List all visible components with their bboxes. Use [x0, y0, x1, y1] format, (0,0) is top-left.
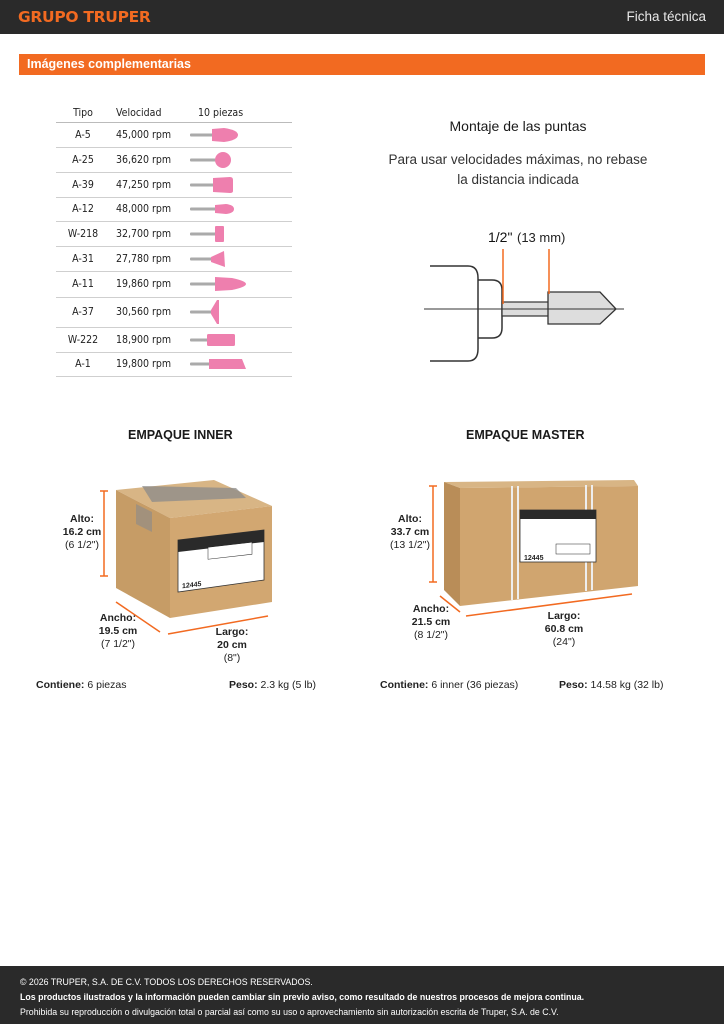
cell-velocidad: 36,620 rpm	[106, 147, 190, 172]
inner-peso-value: 2.3 kg (5 lb)	[260, 679, 316, 691]
point-a39-icon	[190, 174, 290, 196]
col-header-piezas: 10 piezas	[190, 104, 292, 122]
table-row	[56, 327, 292, 352]
point-a11-icon	[190, 273, 290, 295]
master-box-code: 12445	[524, 555, 544, 562]
inner-box-code: 12445	[182, 581, 202, 591]
master-largo-in: (24")	[552, 636, 576, 648]
footer-notice: Los productos ilustrados y la información pueden cambiar sin previo aviso, como resultado de nuestros procesos de mejora continua.	[20, 992, 585, 1002]
master-alto-cm: 33.7 cm	[390, 526, 430, 538]
point-w222-icon	[190, 329, 290, 351]
master-peso	[559, 679, 663, 691]
cell-velocidad: 48,000 rpm	[106, 197, 190, 221]
footer-copyright: © 2026 TRUPER, S.A. DE C.V. TODOS LOS DERECHOS RESERVADOS.	[20, 977, 313, 987]
montaje-line-2: la distancia indicada	[457, 172, 579, 187]
table-row	[56, 221, 292, 246]
cell-velocidad: 18,900 rpm	[106, 327, 190, 352]
inner-contiene	[36, 679, 126, 691]
table-row	[56, 172, 292, 197]
inner-ancho-label	[92, 612, 144, 651]
master-contiene-value: 6 inner (36 piezas)	[431, 679, 519, 691]
inner-alto-label	[58, 513, 106, 552]
master-ancho-label	[404, 603, 458, 642]
cell-tipo: W-218	[56, 221, 106, 246]
master-alto-title: Alto:	[398, 513, 422, 525]
inner-largo-in: (8")	[223, 652, 241, 664]
inner-title: EMPAQUE INNER	[128, 428, 233, 442]
inner-alto-in: (6 1/2")	[64, 539, 100, 551]
master-ancho-in: (8 1/2")	[413, 629, 449, 641]
master-alto-in: (13 1/2")	[390, 539, 430, 551]
section-title: Imágenes complementarias	[27, 57, 191, 71]
inner-peso	[229, 679, 316, 691]
inner-contiene-label: Contiene:	[36, 679, 85, 691]
cell-tipo: A-31	[56, 246, 106, 271]
footer	[0, 966, 724, 1024]
point-a1-icon	[190, 353, 290, 375]
cell-velocidad: 19,800 rpm	[106, 352, 190, 376]
point-a31-icon	[190, 248, 290, 270]
distance-main-label: 1/2"	[488, 229, 513, 245]
master-contiene	[380, 679, 518, 691]
cell-velocidad: 47,250 rpm	[106, 172, 190, 197]
cell-velocidad: 45,000 rpm	[106, 122, 190, 147]
cell-velocidad: 32,700 rpm	[106, 221, 190, 246]
inner-largo-cm: 20 cm	[217, 639, 247, 651]
master-title: EMPAQUE MASTER	[466, 428, 585, 442]
master-box-image	[426, 472, 638, 624]
inner-alto-title: Alto:	[70, 513, 94, 525]
master-contiene-label: Contiene:	[380, 679, 429, 691]
inner-largo-title: Largo:	[215, 626, 249, 638]
cell-tipo: A-1	[56, 352, 106, 376]
montaje-title: Montaje de las puntas	[449, 118, 587, 134]
table-row	[56, 271, 292, 297]
cell-tipo: W-222	[56, 327, 106, 352]
table-row	[56, 246, 292, 271]
master-largo-cm: 60.8 cm	[544, 623, 584, 635]
point-a5-icon	[190, 124, 290, 146]
col-header-velocidad: Velocidad	[106, 104, 190, 122]
section-band	[19, 54, 705, 75]
col-header-tipo: Tipo	[56, 104, 106, 122]
cell-tipo: A-5	[56, 122, 106, 147]
cell-tipo: A-25	[56, 147, 106, 172]
points-table	[56, 104, 292, 377]
montaje-line-1: Para usar velocidades máximas, no rebase	[388, 152, 648, 167]
brand-logo: GRUPO TRUPER	[18, 8, 151, 26]
mounting-diagram	[424, 222, 634, 367]
master-ancho-cm: 21.5 cm	[411, 616, 451, 628]
master-largo-title: Largo:	[547, 610, 581, 622]
inner-ancho-cm: 19.5 cm	[98, 625, 138, 637]
inner-ancho-title: Ancho:	[99, 612, 137, 624]
cell-tipo: A-11	[56, 271, 106, 297]
point-w218-icon	[190, 223, 290, 245]
inner-largo-label	[206, 626, 258, 665]
inner-ancho-in: (7 1/2")	[100, 638, 136, 650]
master-alto-label	[386, 513, 434, 552]
document-type: Ficha técnica	[626, 9, 706, 24]
master-largo-label	[536, 610, 592, 649]
master-ancho-title: Ancho:	[412, 603, 450, 615]
table-row	[56, 197, 292, 221]
cell-velocidad: 19,860 rpm	[106, 271, 190, 297]
table-row	[56, 297, 292, 327]
top-header	[0, 0, 724, 34]
cell-tipo: A-39	[56, 172, 106, 197]
cell-tipo: A-12	[56, 197, 106, 221]
table-row	[56, 122, 292, 147]
distance-mm-label: (13 mm)	[517, 230, 566, 245]
inner-alto-cm: 16.2 cm	[62, 526, 102, 538]
cell-velocidad: 30,560 rpm	[106, 297, 190, 327]
point-a37-icon	[190, 299, 290, 325]
master-peso-label: Peso:	[559, 679, 588, 691]
table-row	[56, 352, 292, 376]
cell-velocidad: 27,780 rpm	[106, 246, 190, 271]
montaje-description	[375, 150, 661, 190]
table-header-row	[56, 104, 292, 122]
inner-peso-label: Peso:	[229, 679, 258, 691]
master-peso-value: 14.58 kg (32 lb)	[590, 679, 664, 691]
point-a25-icon	[190, 149, 290, 171]
table-row	[56, 147, 292, 172]
point-a12-icon	[190, 198, 290, 220]
inner-contiene-value: 6 piezas	[87, 679, 127, 691]
cell-tipo: A-37	[56, 297, 106, 327]
footer-prohibition: Prohibida su reproducción o divulgación total o parcial así como su uso o aprovechamiento sin autorización escrita de Truper, S.A. de C.V.	[20, 1007, 559, 1017]
